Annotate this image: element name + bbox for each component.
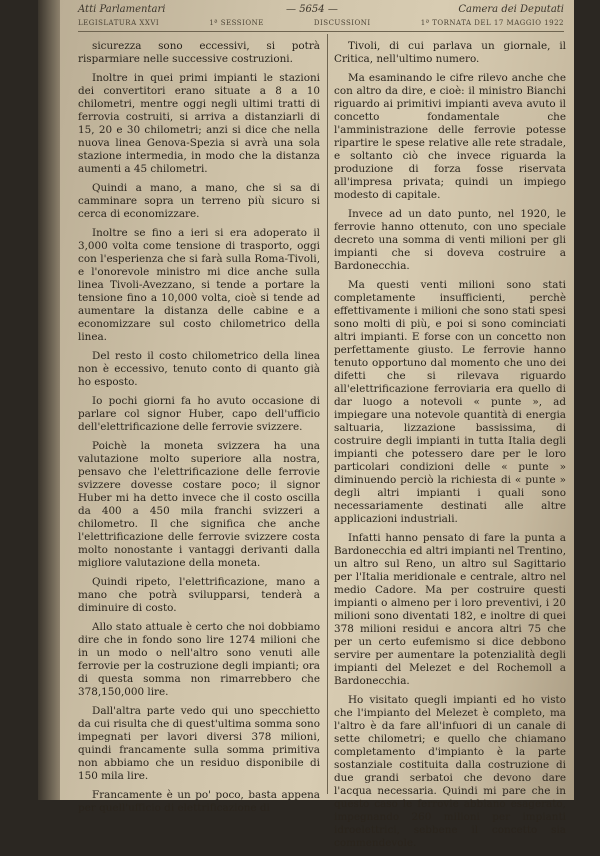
column-divider: [327, 34, 328, 794]
paragraph: Tivoli, di cui parlava un giornale, il Critica, nell'ultimo numero.: [334, 40, 566, 65]
section-label: DISCUSSIONI: [313, 19, 371, 27]
paragraph: Invece ad un dato punto, nel 1920, le ferrovie hanno ottenuto, con uno speciale decreto una somma di venti milioni per gli impianti che si doveva costruire a Bardonecchia.: [334, 208, 566, 272]
paragraph: Ma questi venti milioni sono stati completamente insufficienti, perchè effettivamente i milioni che sono stati spesi sono molti di più, e poi si sono cominciati altri impianti. E forse con un concetto non perfettamente giusto. Le ferrovie hanno tenuto opportuno dal momento che uno dei difetti che si rilevava riguardo all'elettrificazione ferroviaria era quello di dar luogo a notevoli « punte », ad impiegare una notevole quantità di energia saltuaria, lizzazione bassissima, di costruire degli impianti in tutta Italia degli impianti che potessero dare per le loro particolari condizioni delle « punte » diminuendo perciò la richiesta di « punte » degli altri impianti i quali sono necessariamente destinati alle altre applicazioni industriali.: [334, 279, 566, 525]
paragraph: Francamente è un po' poco, basta appena per quell'ufficio di elettrificazione di: [78, 789, 320, 814]
paragraph: Poichè la moneta svizzera ha una valutazione molto superiore alla nostra, pensavo che l'elettrificazione delle ferrovie svizzere dovesse costare poco; il signor Huber mi ha detto invece che il costo oscilla da 400 a 450 mila franchi svizzeri a chilometro. Il che significa che anche l'elettrificazione delle ferrovie svizzere costa molto nonostante i vantaggi derivanti dalla migliore valutazione della moneta.: [78, 440, 320, 569]
paragraph: Del resto il costo chilometrico della linea non è eccessivo, tenuto conto di quanto già ho esposto.: [78, 350, 320, 388]
session-subheader: [78, 18, 564, 32]
paragraph: Ma esaminando le cifre rilevo anche che con altro da dire, e cioè: il ministro Bianchi riguardo ai primitivi impianti aveva avuto il concetto fondamentale che l'amministrazione delle ferrovie potesse ripartire le spese relative alle rete stradale, e soltanto ciò che invece riguarda la produzione di forza fosse riservata all'impresa privata; quindi un impiego modesto di capitale.: [334, 72, 566, 201]
left-column: [78, 40, 320, 821]
document-page: [38, 0, 574, 849]
legislature-label: LEGISLATURA XXVI: [78, 19, 160, 27]
paragraph: Ho visitato quegli impianti ed ho visto che l'impianto del Melezet è completo, ma l'altro è da fare all'infuori di un canale di sette chilometri; e quello che chiamano completamento d'impianto è la parte sostanziale costituita dalla costruzione di due grandi serbatoi che devono dare l'acqua necessaria. Quindi mi pare che in questo caso le ferrovie abbiano esagerato, impegnando 260 milioni per impianti idroelettrici, sebbene il concetto sia commendevole.: [334, 694, 566, 849]
paragraph: Infatti hanno pensato di fare la punta a Bardonecchia ed altri impianti nel Trentino, un altro sul Reno, un altro sul Sagittario per l'Italia meridionale e centrale, altro nel medio Cadore. Ma per costruire questi impianti o almeno per i loro preventivi, i 20 milioni sono diventati 182, e inoltre di quei 378 milioni residui e ancora altri 75 che per un certo eufemismo si dice debbono servire per aumentare la potenzialità degli impianti del Melezet e del Rochemoll a Bardonecchia.: [334, 532, 566, 687]
paragraph: sicurezza sono eccessivi, si potrà risparmiare nelle successive costruzioni.: [78, 40, 320, 65]
book-spine-shadow: [38, 0, 60, 800]
session-label: 1ª SESSIONE: [209, 19, 264, 27]
paragraph: Inoltre in quei primi impianti le stazioni dei convertitori erano situate a 8 a 10 chilometri, mentre oggi negli ultimi tratti di ferrovia costruiti, si arriva a distanziarli di 15, 20 e 30 chilometri; anzi si dice che nella nuova linea Genova-Spezia si avrà una sola stazione intermedia, in modo che la distanza aumenti a 45 chilometri.: [78, 72, 320, 175]
paragraph: Dall'altra parte vedo qui uno specchietto da cui risulta che di quest'ultima somma sono impegnati per lavori diversi 378 milioni, quindi francamente sulla somma primitiva non abbiamo che un residuo disponibile di 150 mila lire.: [78, 705, 320, 782]
date-label: 1ª TORNATA DEL 17 MAGGIO 1922: [420, 19, 564, 27]
paragraph: Quindi ripeto, l'elettrificazione, mano a mano che potrà svilupparsi, tenderà a diminuire di costo.: [78, 576, 320, 614]
paragraph: Allo stato attuale è certo che noi dobbiamo dire che in fondo sono lire 1274 milioni che in un modo o nell'altro sono venuti alle ferrovie per la costruzione degli impianti; ora di questa somma non rimarrebbero che 378,150,000 lire.: [78, 621, 320, 698]
right-column: [334, 40, 566, 856]
running-header: [78, 2, 564, 16]
header-right: Camera dei Deputati: [458, 3, 564, 15]
paragraph: Quindi a mano, a mano, che si sa di camminare sopra un terreno più sicuro si cerca di economizzare.: [78, 182, 320, 220]
header-left: Atti Parlamentari: [78, 3, 166, 15]
paragraph: Inoltre se fino a ieri si era adoperato il 3,000 volta come tensione di trasporto, oggi con l'esperienza che si farà sulla Roma-Tivoli, e l'onorevole ministro mi dice anche sulla linea Tivoli-Avezzano, si tende a portare la tensione fino a 10,000 volta, cioè si tende ad aumentare la distanza delle cabine e a economizzare sul costo chilometrico della linea.: [78, 227, 320, 343]
paragraph: Io pochi giorni fa ho avuto occasione di parlare col signor Huber, capo dell'ufficio dell'elettrificazione delle ferrovie svizzere.: [78, 395, 320, 433]
page-number: — 5654 —: [286, 3, 338, 15]
